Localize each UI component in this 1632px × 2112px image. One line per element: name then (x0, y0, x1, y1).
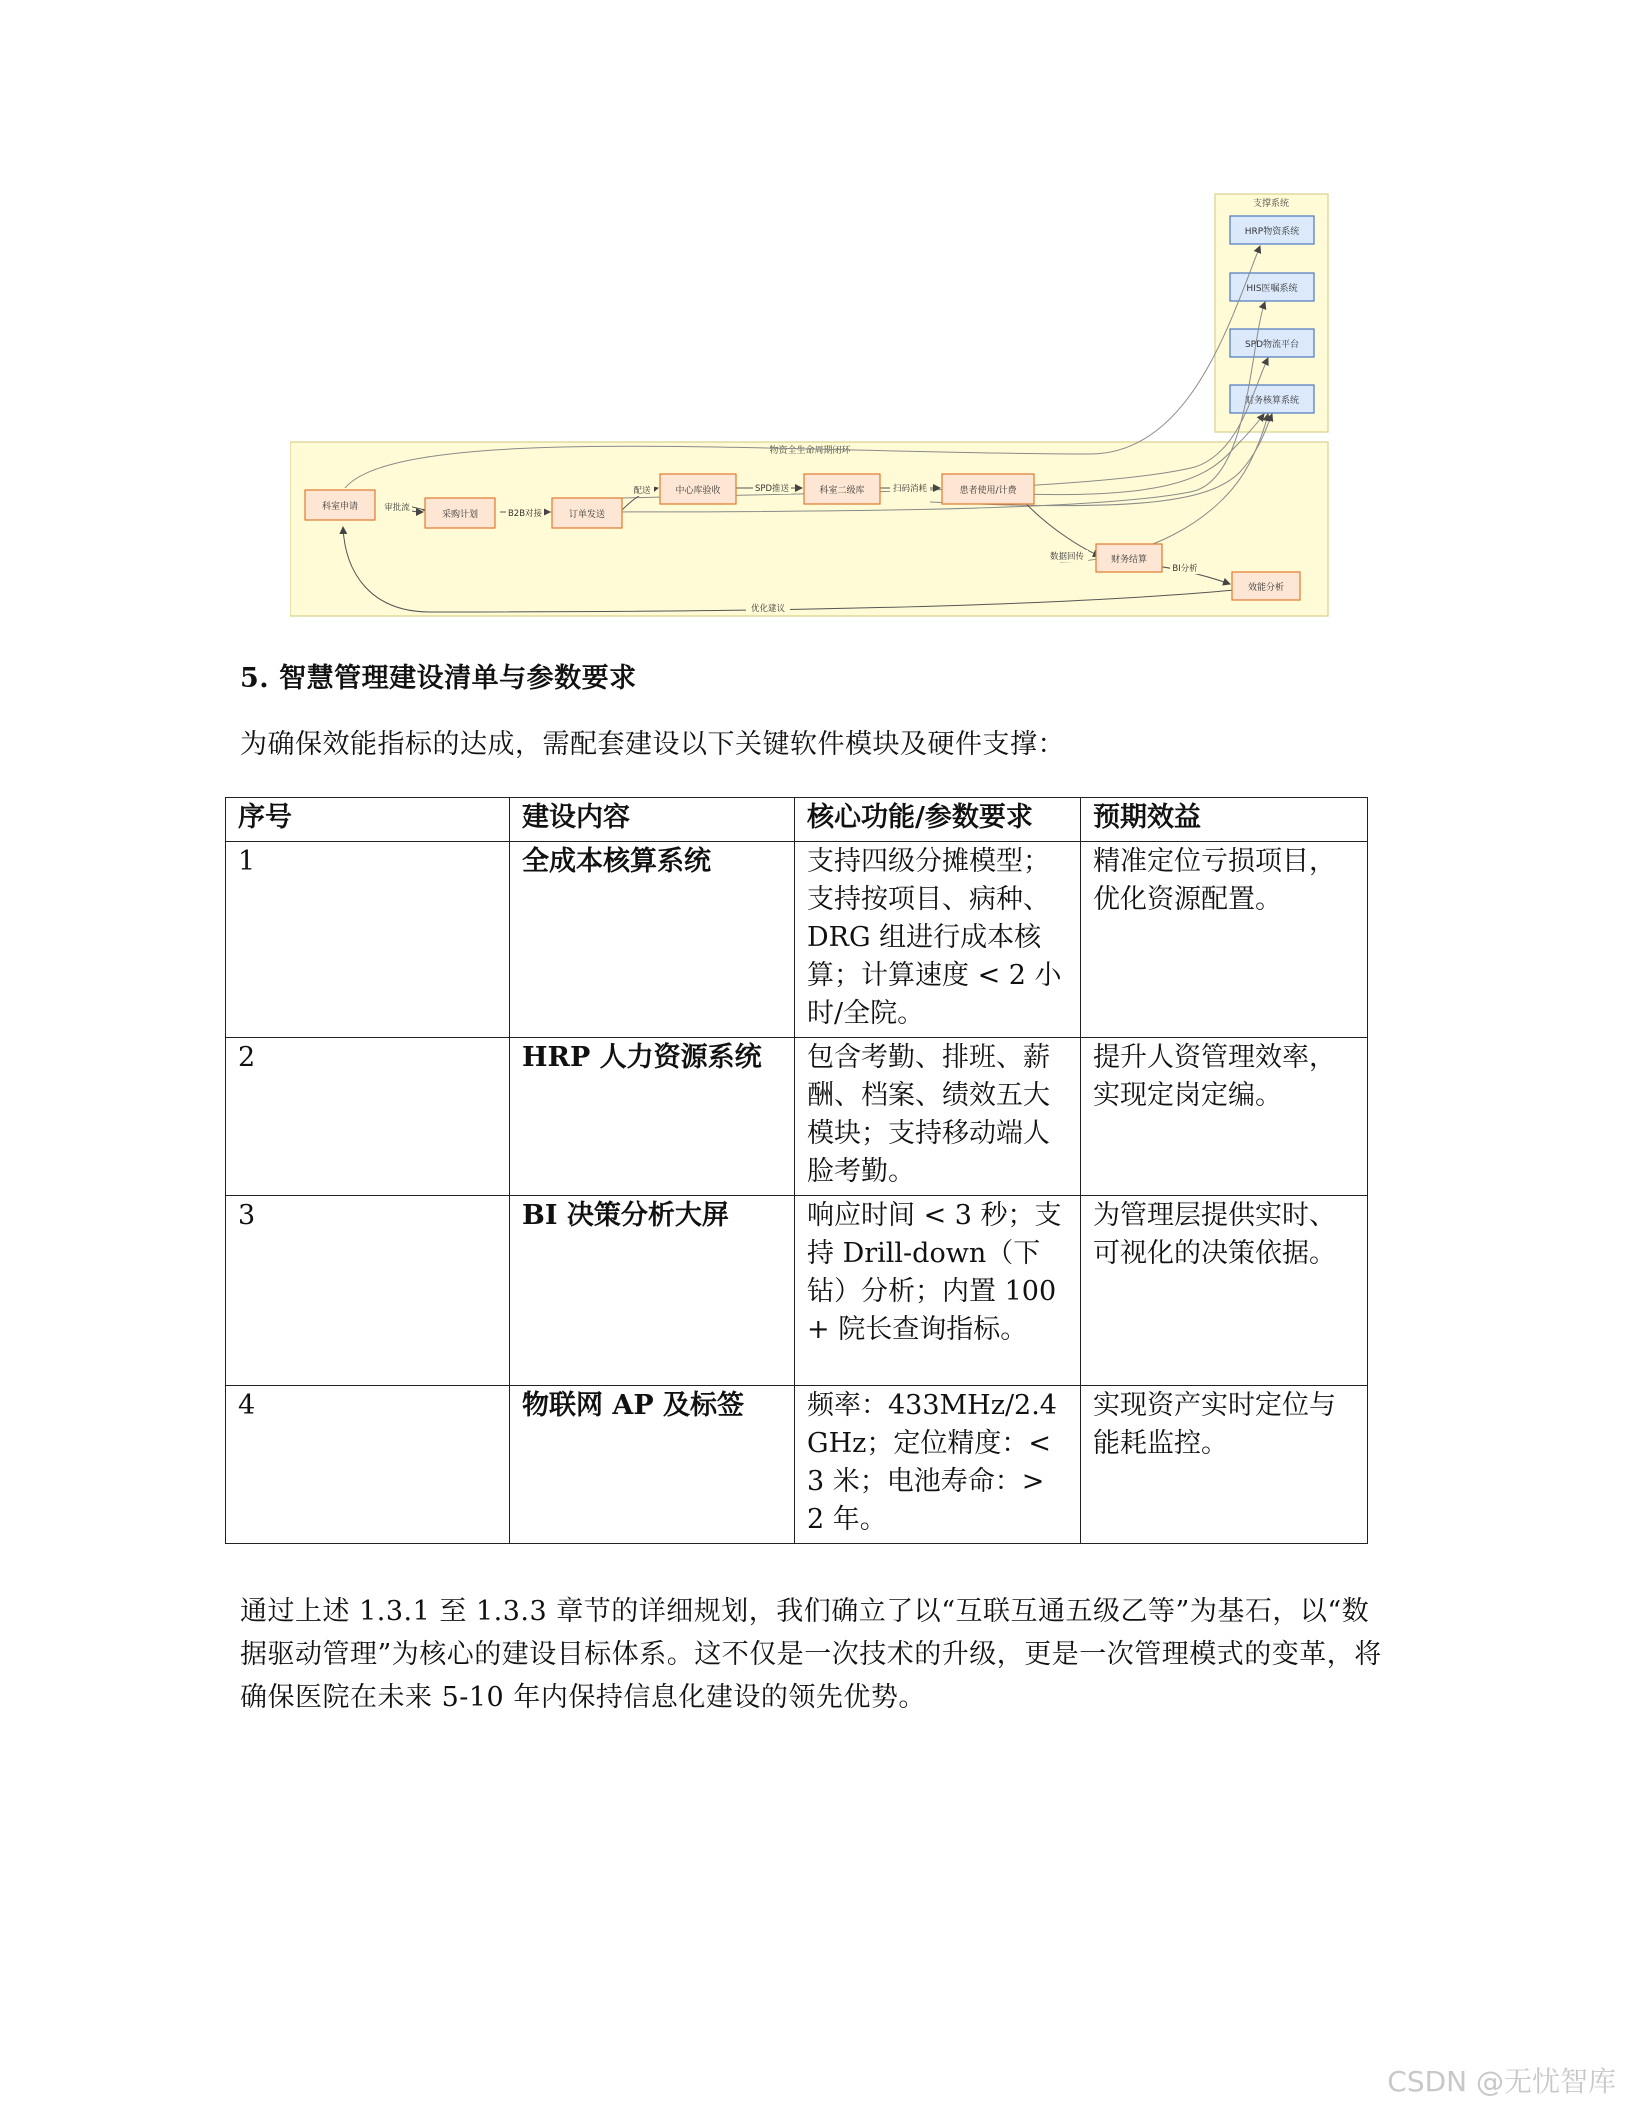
node-plan: 采购计划 (441, 510, 479, 520)
node-hrp: HRP物资系统 (1244, 227, 1300, 237)
header-benefit: 预期效益 (1081, 798, 1368, 842)
row-content: BI 决策分析大屏 (510, 1196, 795, 1386)
node-central: 中心库验收 (675, 486, 721, 496)
table-row (226, 842, 1368, 1038)
node-spd: SPD物流平台 (1244, 340, 1300, 350)
csdn-watermark: CSDN @无忧智库 (1387, 2065, 1616, 2098)
header-content: 建设内容 (510, 798, 795, 842)
node-finance: 财务核算系统 (1244, 396, 1300, 406)
section-intro: 为确保效能指标的达成，需配套建设以下关键软件模块及硬件支撑： (240, 729, 1065, 760)
row-seq: 3 (226, 1196, 510, 1386)
node-usage: 患者使用/计费 (959, 486, 1017, 496)
row-seq: 2 (226, 1038, 510, 1196)
lifecycle-title: 物资全生命周期闭环 (769, 446, 851, 456)
table-header-row (226, 798, 1368, 842)
row-content: 全成本核算系统 (510, 842, 795, 1038)
edge-label-b2b: B2B对接 (507, 509, 543, 519)
diagram-canvas (290, 192, 1330, 618)
header-seq: 序号 (226, 798, 510, 842)
node-his: HIS医嘱系统 (1246, 284, 1298, 294)
table-row (226, 1196, 1368, 1386)
edge-label-optimize: 优化建议 (750, 604, 786, 614)
lifecycle-panel (290, 442, 1328, 616)
edge-label-approve: 审批流 (384, 503, 410, 513)
node-settle: 财务结算 (1110, 555, 1148, 565)
section-title: 5. 智慧管理建设清单与参数要求 (240, 663, 637, 694)
row-seq: 4 (226, 1386, 510, 1544)
row-benefit: 为管理层提供实时、可视化的决策依据。 (1081, 1196, 1368, 1386)
row-function: 支持四级分摊模型；支持按项目、病种、DRG 组进行成本核算；计算速度 < 2 小时/全院。 (795, 842, 1081, 1038)
node-secondary: 科室二级库 (819, 486, 865, 496)
node-order: 订单发送 (568, 510, 606, 520)
row-function: 响应时间 < 3 秒；支持 Drill-down（下钻）分析；内置 100+ 院长查询指标。 (795, 1196, 1081, 1386)
row-function: 频率：433MHz/2.4GHz；定位精度：< 3 米；电池寿命：> 2 年。 (795, 1386, 1081, 1544)
row-benefit: 实现资产实时定位与能耗监控。 (1081, 1386, 1368, 1544)
closing-paragraph: 通过上述 1.3.1 至 1.3.3 章节的详细规划，我们确立了以“互联互通五级乙等”为基石，以“数据驱动管理”为核心的建设目标体系。这不仅是一次技术的升级，更是一次管理模式的变革，将确保医院在未来 5-10 年内保持信息化建设的领先优势。 (240, 1596, 1382, 1713)
edge-label-deliver: 配送 (633, 486, 651, 496)
requirements-table (225, 797, 1368, 1544)
edge-label-writeback: 数据回传 (1049, 552, 1085, 562)
edge-label-scan: 扫码消耗 (892, 484, 928, 494)
node-apply: 科室申请 (321, 502, 359, 512)
lifecycle-flow-diagram (290, 192, 1330, 618)
edge-label-spd-push: SPD推送 (754, 484, 790, 494)
row-function: 包含考勤、排班、薪酬、档案、绩效五大模块；支持移动端人脸考勤。 (795, 1038, 1081, 1196)
row-benefit: 提升人资管理效率，实现定岗定编。 (1081, 1038, 1368, 1196)
node-analysis: 效能分析 (1247, 583, 1285, 593)
edge-label-bi: BI分析 (1172, 564, 1198, 574)
header-function: 核心功能/参数要求 (795, 798, 1081, 842)
table-row (226, 1386, 1368, 1544)
support-systems-title: 支撑系统 (1252, 199, 1290, 209)
row-content: HRP 人力资源系统 (510, 1038, 795, 1196)
row-benefit: 精准定位亏损项目，优化资源配置。 (1081, 842, 1368, 1038)
row-content: 物联网 AP 及标签 (510, 1386, 795, 1544)
row-seq: 1 (226, 842, 510, 1038)
table-row (226, 1038, 1368, 1196)
